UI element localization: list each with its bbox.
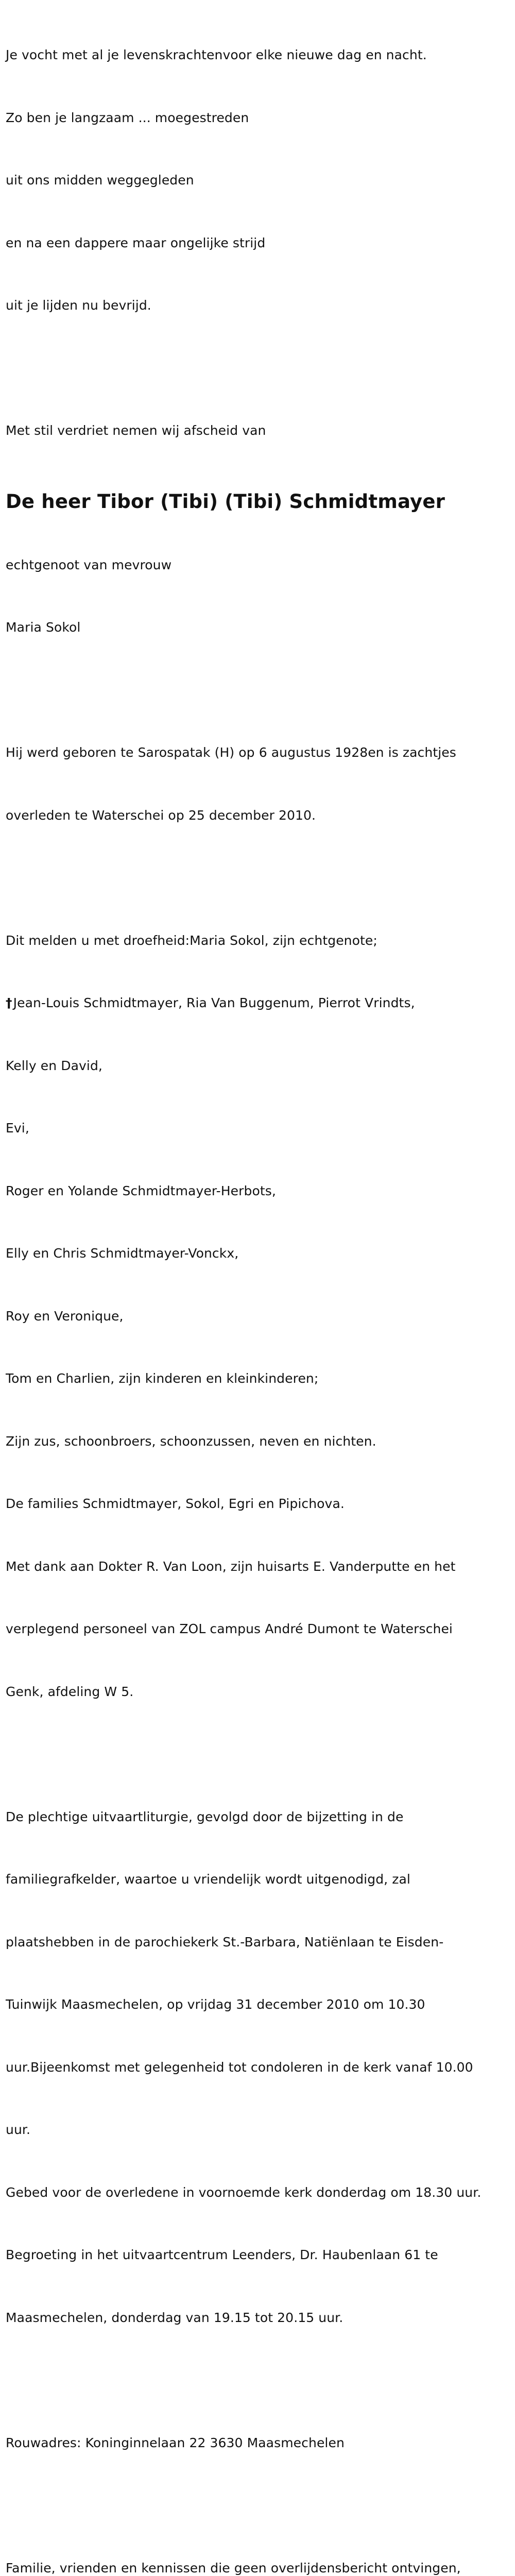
- ceremony-line: familiegrafkelder, waartoe u vriendelijk wordt uitgenodigd, zal: [6, 1869, 515, 1890]
- ceremony-line: Maasmechelen, donderdag van 19.15 tot 20.15 uur.: [6, 2308, 515, 2329]
- family-line: De families Schmidtmayer, Sokol, Egri en Pipichova.: [6, 1494, 515, 1515]
- family-line-text: Jean-Louis Schmidtmayer, Ria Van Buggenum, Pierrot Vrindts,: [13, 995, 415, 1010]
- family-line: Elly en Chris Schmidtmayer-Vonckx,: [6, 1243, 515, 1264]
- ceremony-line: uur.Bijeenkomst met gelegenheid tot condoleren in de kerk vanaf 10.00: [6, 2057, 515, 2078]
- birth-death-line: Hij werd geboren te Sarospatak (H) op 6 augustus 1928en is zachtjes: [6, 742, 515, 764]
- poem-line: uit je lijden nu bevrijd.: [6, 295, 515, 316]
- birth-death-line: overleden te Waterschei op 25 december 2010.: [6, 805, 515, 826]
- family-line: verplegend personeel van ZOL campus André Dumont te Waterschei: [6, 1619, 515, 1640]
- ceremony-line: uur.: [6, 2120, 515, 2141]
- obituary-page: [0, 0, 515, 962]
- birth-death-info: [6, 701, 515, 868]
- deceased-name: De heer Tibor (Tibi) (Tibi) Schmidtmayer: [6, 483, 515, 513]
- ceremony-info: [6, 1765, 515, 2370]
- poem-line: en na een dappere maar ongelijke strijd: [6, 233, 515, 254]
- family-line: Genk, afdeling W 5.: [6, 1682, 515, 1703]
- ceremony-line: Begroeting in het uitvaartcentrum Leenders, Dr. Haubenlaan 61 te: [6, 2245, 515, 2266]
- spacer: [6, 1744, 515, 1765]
- family-line: Roger en Yolande Schmidtmayer-Herbots,: [6, 1181, 515, 1202]
- spacer: [6, 868, 515, 889]
- family-line: Zijn zus, schoonbroers, schoonzussen, neven en nichten.: [6, 1431, 515, 1452]
- spacer: [6, 358, 515, 379]
- family-line: Dit melden u met droefheid:Maria Sokol, zijn echtgenote;: [6, 930, 515, 952]
- ceremony-line: Gebed voor de overledene in voornoemde kerk donderdag om 18.30 uur.: [6, 2182, 515, 2204]
- family-line: Tom en Charlien, zijn kinderen en kleinkinderen;: [6, 1368, 515, 1389]
- spouse-line: Maria Sokol: [6, 617, 515, 638]
- poem-line: uit ons midden weggegleden: [6, 170, 515, 191]
- poem: [6, 0, 515, 358]
- spacer: [6, 2495, 515, 2516]
- mourning-address: [6, 2391, 515, 2496]
- family-announcement: [6, 889, 515, 1744]
- family-line: Met dank aan Dokter R. Van Loon, zijn huisarts E. Vanderputte en het: [6, 1556, 515, 1578]
- family-line: Kelly en David,: [6, 1056, 515, 1077]
- cross-icon: †: [6, 993, 12, 1014]
- intro-text: [6, 379, 515, 483]
- ceremony-line: plaatshebben in de parochiekerk St.-Barbara, Natiënlaan te Eisden-: [6, 1932, 515, 1953]
- family-line: Roy en Veronique,: [6, 1306, 515, 1327]
- notice-line: Familie, vrienden en kennissen die geen overlijdensbericht ontvingen,: [6, 2558, 515, 2576]
- ceremony-line: De plechtige uitvaartliturgie, gevolgd door de bijzetting in de: [6, 1807, 515, 1828]
- address-line: Rouwadres: Koninginnelaan 22 3630 Maasmechelen: [6, 2433, 515, 2454]
- family-line: Evi,: [6, 1118, 515, 1139]
- poem-line: Zo ben je langzaam ... moegestreden: [6, 108, 515, 129]
- family-line-cross: [6, 993, 515, 1014]
- notice: [6, 2516, 515, 2576]
- ceremony-line: Tuinwijk Maasmechelen, op vrijdag 31 december 2010 om 10.30: [6, 1994, 515, 2015]
- poem-line: Je vocht met al je levenskrachtenvoor elke nieuwe dag en nacht.: [6, 45, 515, 66]
- spacer: [6, 680, 515, 701]
- intro-line: Met stil verdriet nemen wij afscheid van: [6, 420, 515, 442]
- spouse-line: echtgenoot van mevrouw: [6, 555, 515, 576]
- spouse-info: [6, 513, 515, 680]
- spacer: [6, 2370, 515, 2391]
